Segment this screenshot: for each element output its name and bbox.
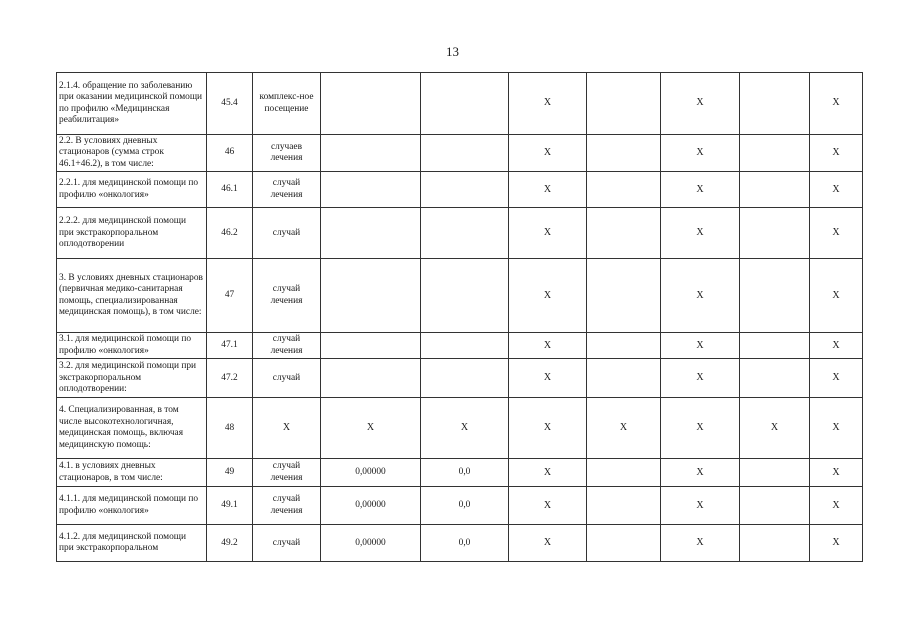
value-col-9-cell (740, 73, 810, 135)
value-col-6-cell: X (509, 172, 587, 208)
value-col-10-cell: X (810, 487, 863, 525)
value-col-8-cell: X (661, 135, 740, 172)
value-col-6-cell: X (509, 259, 587, 333)
row-code-cell: 49.2 (207, 525, 253, 562)
page-number: 13 (446, 44, 459, 59)
value-col-8-cell: X (661, 172, 740, 208)
unit-cell: случай лечения (253, 459, 321, 487)
value-col-8-cell: X (661, 359, 740, 398)
row-label-cell: 2.2.1. для медицинской помощи по профилю «онкология» (57, 172, 207, 208)
value-col-9-cell (740, 259, 810, 333)
value-col-10-cell: X (810, 208, 863, 259)
table-row (57, 398, 863, 459)
value-col-6-cell: X (509, 459, 587, 487)
value-col-9-cell (740, 359, 810, 398)
value-col-4-cell (321, 359, 421, 398)
value-col-8-cell: X (661, 333, 740, 359)
unit-cell: случай лечения (253, 172, 321, 208)
value-col-4-cell (321, 208, 421, 259)
value-col-4-cell: X (321, 398, 421, 459)
row-code-cell: 49.1 (207, 487, 253, 525)
value-col-4-cell (321, 172, 421, 208)
value-col-10-cell: X (810, 172, 863, 208)
value-col-8-cell: X (661, 525, 740, 562)
value-col-9-cell (740, 333, 810, 359)
value-col-5-cell (421, 172, 509, 208)
row-label-cell: 4.1. в условиях дневных стационаров, в том числе: (57, 459, 207, 487)
value-col-7-cell: X (587, 398, 661, 459)
value-col-6-cell: X (509, 487, 587, 525)
row-label-cell: 3.1. для медицинской помощи по профилю «онкология» (57, 333, 207, 359)
table-row (57, 333, 863, 359)
unit-cell: случай (253, 525, 321, 562)
table-row (57, 525, 863, 562)
unit-cell: случай лечения (253, 333, 321, 359)
value-col-5-cell: X (421, 398, 509, 459)
value-col-10-cell: X (810, 359, 863, 398)
row-code-cell: 46.2 (207, 208, 253, 259)
value-col-8-cell: X (661, 459, 740, 487)
row-code-cell: 47.2 (207, 359, 253, 398)
value-col-7-cell (587, 333, 661, 359)
table-row (57, 172, 863, 208)
value-col-10-cell: X (810, 73, 863, 135)
table-body (57, 73, 863, 562)
value-col-8-cell: X (661, 487, 740, 525)
row-label-cell: 3. В условиях дневных стационаров (первичная медико-санитарная помощь, специализированная медицинская помощь), в том числе: (57, 259, 207, 333)
row-label-cell: 2.2. В условиях дневных стационаров (сумма строк 46.1+46.2), в том числе: (57, 135, 207, 172)
table-row (57, 459, 863, 487)
value-col-6-cell: X (509, 73, 587, 135)
unit-cell: случай (253, 208, 321, 259)
row-code-cell: 47 (207, 259, 253, 333)
value-col-5-cell: 0,0 (421, 487, 509, 525)
table-row (57, 359, 863, 398)
value-col-6-cell: X (509, 333, 587, 359)
value-col-7-cell (587, 172, 661, 208)
value-col-7-cell (587, 73, 661, 135)
value-col-6-cell: X (509, 398, 587, 459)
value-col-7-cell (587, 259, 661, 333)
value-col-9-cell (740, 172, 810, 208)
value-col-10-cell: X (810, 398, 863, 459)
row-code-cell: 46 (207, 135, 253, 172)
value-col-7-cell (587, 208, 661, 259)
row-code-cell: 45.4 (207, 73, 253, 135)
value-col-9-cell (740, 208, 810, 259)
table-row (57, 487, 863, 525)
value-col-8-cell: X (661, 73, 740, 135)
value-col-5-cell: 0,0 (421, 525, 509, 562)
table-row (57, 73, 863, 135)
value-col-4-cell (321, 259, 421, 333)
unit-cell: случай лечения (253, 259, 321, 333)
row-code-cell: 47.1 (207, 333, 253, 359)
value-col-9-cell: X (740, 398, 810, 459)
table-row (57, 259, 863, 333)
value-col-4-cell (321, 333, 421, 359)
tariff-table (56, 72, 863, 562)
value-col-4-cell (321, 135, 421, 172)
value-col-10-cell: X (810, 459, 863, 487)
value-col-6-cell: X (509, 208, 587, 259)
row-code-cell: 46.1 (207, 172, 253, 208)
value-col-4-cell: 0,00000 (321, 487, 421, 525)
value-col-6-cell: X (509, 525, 587, 562)
value-col-9-cell (740, 525, 810, 562)
row-label-cell: 4. Специализированная, в том числе высокотехнологичная, медицинская помощь, включая медицинскую помощь: (57, 398, 207, 459)
value-col-5-cell (421, 135, 509, 172)
value-col-4-cell (321, 73, 421, 135)
value-col-10-cell: X (810, 333, 863, 359)
value-col-8-cell: X (661, 208, 740, 259)
value-col-9-cell (740, 487, 810, 525)
value-col-6-cell: X (509, 135, 587, 172)
value-col-7-cell (587, 359, 661, 398)
table-row (57, 208, 863, 259)
value-col-5-cell: 0,0 (421, 459, 509, 487)
value-col-4-cell: 0,00000 (321, 525, 421, 562)
value-col-5-cell (421, 259, 509, 333)
value-col-10-cell: X (810, 135, 863, 172)
value-col-8-cell: X (661, 259, 740, 333)
value-col-9-cell (740, 459, 810, 487)
value-col-5-cell (421, 208, 509, 259)
value-col-10-cell: X (810, 259, 863, 333)
value-col-7-cell (587, 525, 661, 562)
value-col-4-cell: 0,00000 (321, 459, 421, 487)
unit-cell: случай лечения (253, 487, 321, 525)
row-label-cell: 4.1.2. для медицинской помощи при экстракорпоральном (57, 525, 207, 562)
row-code-cell: 48 (207, 398, 253, 459)
value-col-8-cell: X (661, 398, 740, 459)
value-col-7-cell (587, 459, 661, 487)
unit-cell: случай (253, 359, 321, 398)
value-col-7-cell (587, 487, 661, 525)
unit-cell: X (253, 398, 321, 459)
value-col-6-cell: X (509, 359, 587, 398)
row-label-cell: 4.1.1. для медицинской помощи по профилю «онкология» (57, 487, 207, 525)
row-label-cell: 2.1.4. обращение по заболеванию при оказании медицинской помощи по профилю «Медицинская реабилитация» (57, 73, 207, 135)
value-col-10-cell: X (810, 525, 863, 562)
row-label-cell: 2.2.2. для медицинской помощи при экстракорпоральном оплодотворении (57, 208, 207, 259)
value-col-5-cell (421, 359, 509, 398)
value-col-7-cell (587, 135, 661, 172)
unit-cell: комплекс-ное посещение (253, 73, 321, 135)
row-code-cell: 49 (207, 459, 253, 487)
value-col-5-cell (421, 333, 509, 359)
value-col-5-cell (421, 73, 509, 135)
table-row (57, 135, 863, 172)
row-label-cell: 3.2. для медицинской помощи при экстракорпоральном оплодотворении: (57, 359, 207, 398)
value-col-9-cell (740, 135, 810, 172)
unit-cell: случаев лечения (253, 135, 321, 172)
